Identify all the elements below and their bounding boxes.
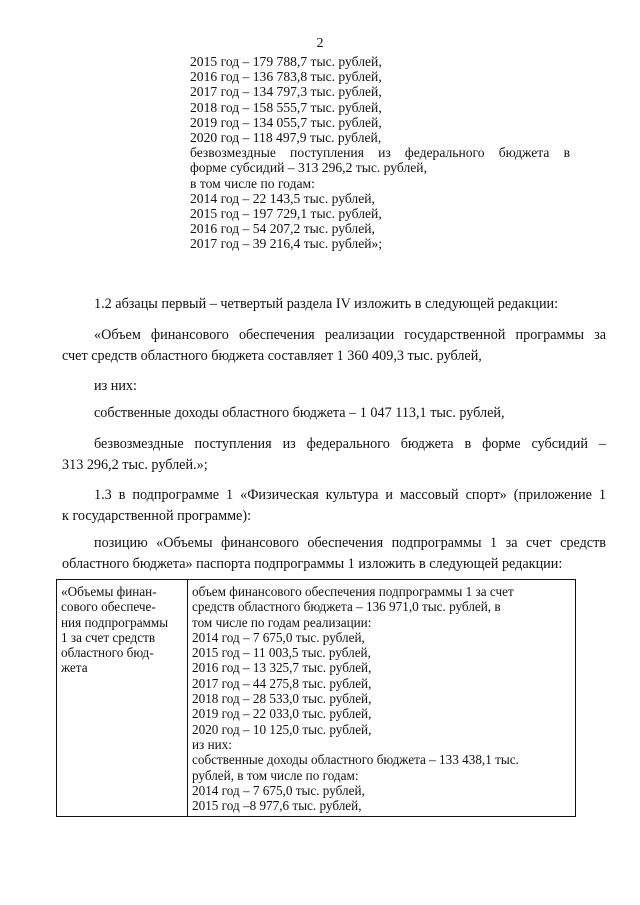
paragraph-of-them [62, 378, 606, 395]
paragraph-text: к государственной программе): [62, 508, 252, 524]
list-item: 2017 год – 39 216,4 тыс. рублей»; [190, 236, 383, 252]
table-cell-value [188, 580, 576, 817]
list-item: 2018 год – 158 555,7 тыс. рублей, [190, 99, 382, 115]
list-item: 2016 год – 54 207,2 тыс. рублей, [190, 221, 375, 237]
paragraph-volume [62, 327, 606, 365]
paragraph-text: из них: [94, 378, 137, 394]
paragraph-text: областного бюджета» паспорта подпрограммы 1 изложить в следующей редакции: [62, 556, 563, 572]
paragraph-text: «Объем финансового обеспечения реализации государственной программы за [94, 327, 606, 343]
paragraph-text: счет средств областного бюджета составляет 1 360 409,3 тыс. рублей, [62, 348, 482, 364]
cell-line: объем финансового обеспечения подпрограммы 1 за счет [192, 584, 514, 599]
cell-line: средств областного бюджета – 136 971,0 тыс. рублей, в [192, 599, 501, 615]
list-item: 2017 год – 134 797,3 тыс. рублей, [190, 84, 382, 100]
list-item: 2019 год – 134 055,7 тыс. рублей, [190, 114, 382, 130]
table-cell-label [57, 580, 188, 817]
cell-line: сового обеспече- [61, 599, 156, 615]
cell-line: 2015 год –8 977,6 тыс. рублей, [192, 798, 362, 814]
passport-table [56, 579, 576, 817]
list-item: безвозмездные поступления из федерального бюджета в [190, 145, 570, 161]
list-item: 2016 год – 136 783,8 тыс. рублей, [190, 69, 382, 85]
list-item: 2014 год – 22 143,5 тыс. рублей, [190, 190, 375, 206]
paragraph-federal-subsidies [62, 436, 606, 474]
paragraph-text: 1.3 в подпрограмме 1 «Физическая культура и массовый спорт» (приложение 1 [94, 487, 606, 503]
list-item: 2015 год – 197 729,1 тыс. рублей, [190, 206, 382, 222]
list-item: в том числе по годам: [190, 175, 315, 191]
cell-line: 2019 год – 22 033,0 тыс. рублей, [192, 706, 372, 722]
paragraph-text: позицию «Объемы финансового обеспечения подпрограммы 1 за счет средств [94, 535, 606, 551]
paragraph-position [62, 535, 606, 573]
paragraph-text: безвозмездные поступления из федерального бюджета в форме субсидий – [94, 436, 606, 452]
cell-line: 2014 год – 7 675,0 тыс. рублей, [192, 629, 365, 645]
cell-line: 2018 год – 28 533,0 тыс. рублей, [192, 691, 372, 707]
cell-line: 2015 год – 11 003,5 тыс. рублей, [192, 645, 371, 661]
list-item: 2020 год – 118 497,9 тыс. рублей, [190, 130, 382, 146]
cell-line: «Объемы финан- [61, 584, 157, 599]
cell-line: 2016 год – 13 325,7 тыс. рублей, [192, 660, 372, 676]
cell-line: ния подпрограммы [61, 614, 169, 630]
paragraph-1-3 [62, 487, 606, 525]
cell-line: жета [61, 660, 88, 676]
paragraph-own-revenue [62, 405, 606, 422]
list-item: форме субсидий – 313 296,2 тыс. рублей, [190, 160, 427, 176]
cell-line: собственные доходы областного бюджета – 133 438,1 тыс. [192, 752, 519, 768]
cell-line: из них: [192, 736, 232, 752]
cell-line: рублей, в том числе по годам: [192, 767, 359, 783]
page-number: 2 [316, 36, 324, 51]
cell-line: 2020 год – 10 125,0 тыс. рублей, [192, 721, 372, 737]
cell-line: 2014 год – 7 675,0 тыс. рублей, [192, 782, 365, 798]
table-row [57, 580, 576, 817]
paragraph-text: 313 296,2 тыс. рублей.»; [62, 457, 208, 473]
cell-line: областного бюд- [61, 645, 154, 661]
paragraph-1-2 [62, 296, 606, 313]
cell-line: 2017 год – 44 275,8 тыс. рублей, [192, 675, 372, 691]
cell-line: том числе по годам реализации: [192, 614, 372, 630]
funding-by-year-list [190, 54, 570, 252]
paragraph-text: 1.2 абзацы первый – четвертый раздела IV изложить в следующей редакции: [94, 296, 559, 312]
cell-line: 1 за счет средств [61, 629, 156, 645]
list-item: 2015 год – 179 788,7 тыс. рублей, [190, 54, 382, 69]
paragraph-text: собственные доходы областного бюджета – 1 047 113,1 тыс. рублей, [94, 405, 505, 421]
